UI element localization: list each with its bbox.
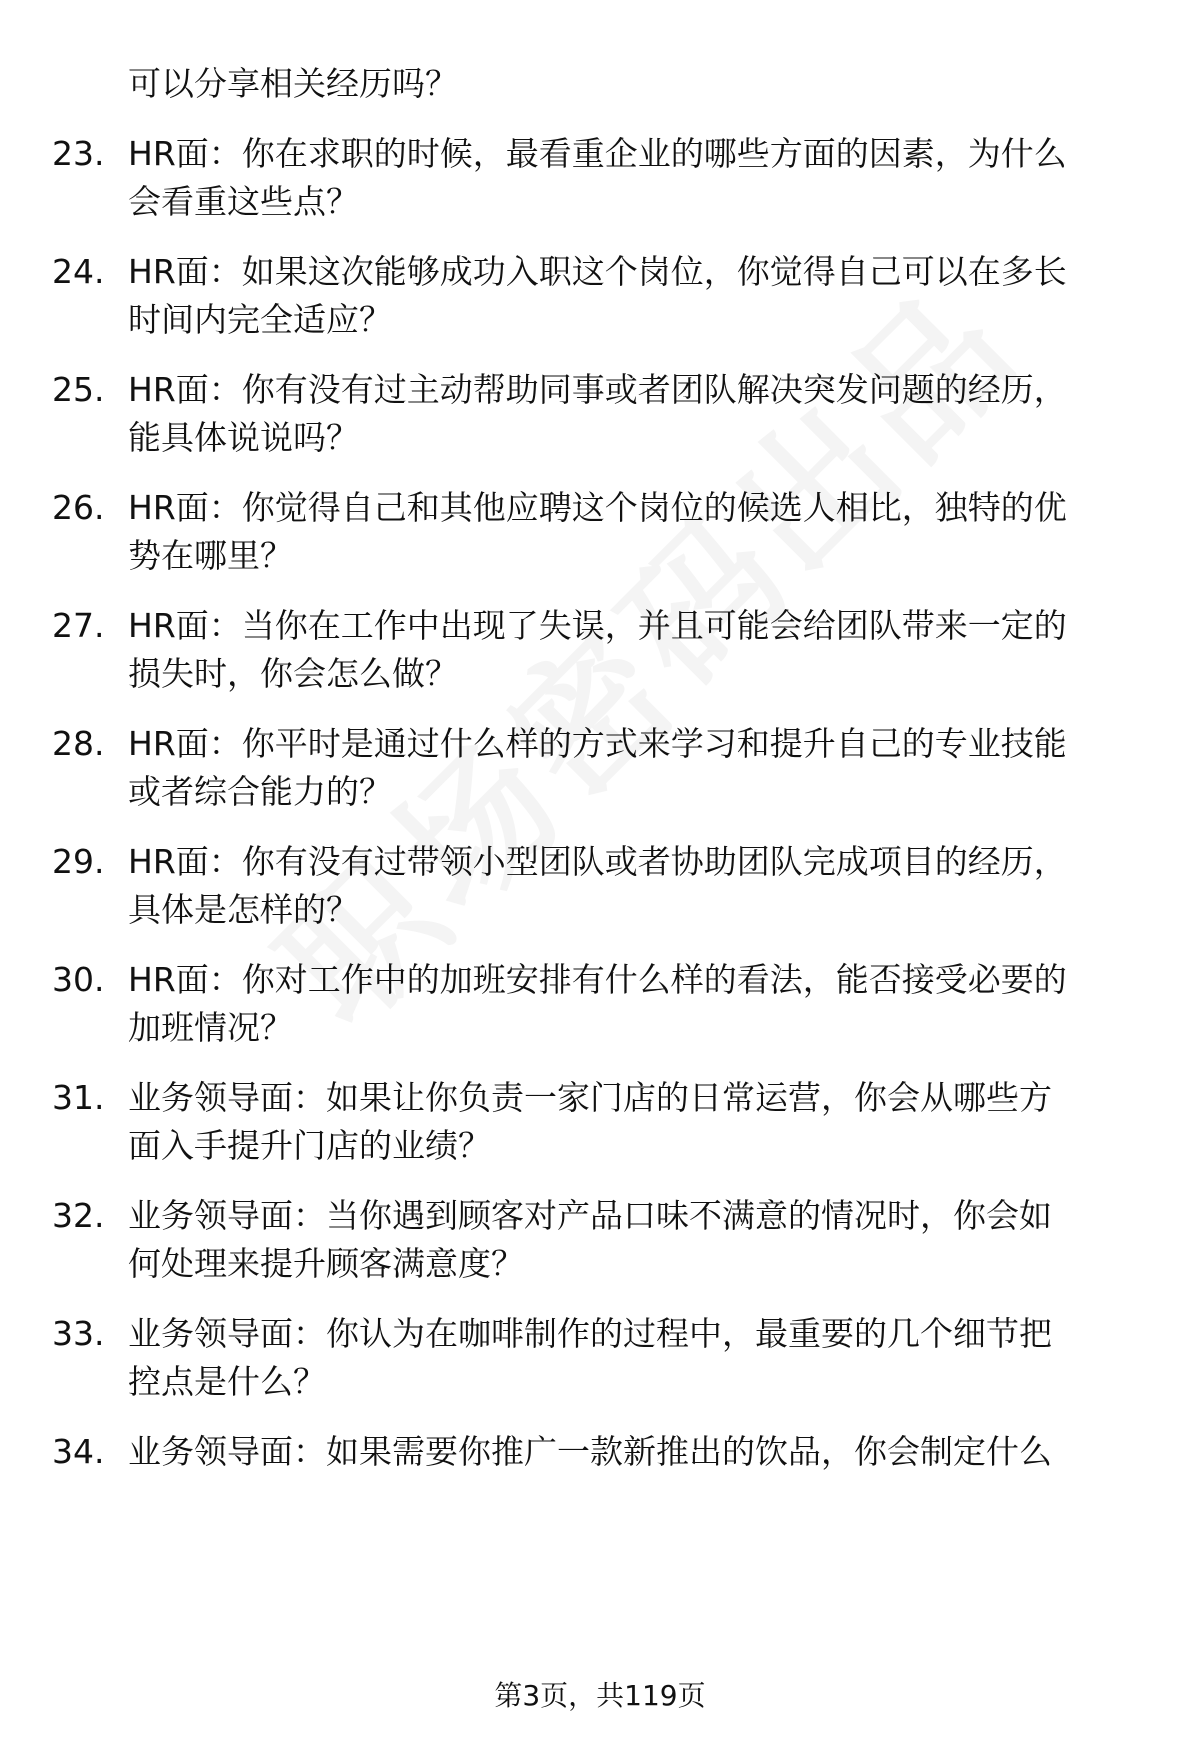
question-text [128, 956, 1160, 1052]
question-text [128, 1310, 1160, 1406]
question-text [128, 1074, 1160, 1170]
question-text-line: 控点是什么？ [128, 1362, 326, 1401]
question-text-line: HR面：如果这次能够成功入职这个岗位，你觉得自己可以在多长 [128, 252, 1067, 291]
question-text [128, 484, 1160, 580]
question-text-line: 业务领导面：如果让你负责一家门店的日常运营，你会从哪些方 [128, 1078, 1052, 1117]
question-text [128, 838, 1160, 934]
question-text-line: 业务领导面：如果需要你推广一款新推出的饮品，你会制定什么 [128, 1432, 1052, 1471]
question-text [128, 602, 1160, 698]
question-text [128, 366, 1160, 462]
question-text [128, 1192, 1160, 1288]
question-number: 31. [52, 1078, 105, 1117]
question-number: 34. [52, 1432, 105, 1471]
question-text-line: 具体是怎样的？ [128, 890, 359, 929]
question-number: 24. [52, 252, 105, 291]
question-text-line: HR面：你平时是通过什么样的方式来学习和提升自己的专业技能 [128, 724, 1067, 763]
question-text-line: 何处理来提升顾客满意度？ [128, 1244, 524, 1283]
question-text-line: HR面：当你在工作中出现了失误，并且可能会给团队带来一定的 [128, 606, 1067, 645]
question-number: 30. [52, 960, 105, 999]
question-number: 28. [52, 724, 105, 763]
question-text-line: HR面：你有没有过主动帮助同事或者团队解决突发问题的经历， [128, 370, 1067, 409]
question-text-line: 会看重这些点？ [128, 182, 359, 221]
question-text [128, 248, 1160, 344]
question-text-line: HR面：你在求职的时候，最看重企业的哪些方面的因素，为什么 [128, 134, 1067, 173]
question-number: 32. [52, 1196, 105, 1235]
question-text-line: 势在哪里？ [128, 536, 293, 575]
question-number: 33. [52, 1314, 105, 1353]
question-number: 23. [52, 134, 105, 173]
question-text [128, 130, 1160, 226]
question-text [128, 720, 1160, 816]
question-text-line: 或者综合能力的？ [128, 772, 392, 811]
question-number: 25. [52, 370, 105, 409]
question-text-line: 业务领导面：你认为在咖啡制作的过程中，最重要的几个细节把 [128, 1314, 1052, 1353]
question-text-line: 能具体说说吗？ [128, 418, 359, 457]
question-text-line: 加班情况？ [128, 1008, 293, 1047]
question-text-line: 面入手提升门店的业绩？ [128, 1126, 491, 1165]
question-text-line: HR面：你对工作中的加班安排有什么样的看法，能否接受必要的 [128, 960, 1067, 999]
question-text [128, 1428, 1160, 1476]
question-text-line: HR面：你有没有过带领小型团队或者协助团队完成项目的经历， [128, 842, 1067, 881]
question-number: 26. [52, 488, 105, 527]
question-text-line: 损失时，你会怎么做？ [128, 654, 458, 693]
page-footer: 第3页，共119页 [494, 1679, 706, 1712]
question-text-line: 业务领导面：当你遇到顾客对产品口味不满意的情况时，你会如 [128, 1196, 1052, 1235]
question-text-line: 时间内完全适应？ [128, 300, 392, 339]
continued-question-text: 可以分享相关经历吗？ [128, 64, 458, 103]
question-text-line: HR面：你觉得自己和其他应聘这个岗位的候选人相比，独特的优 [128, 488, 1067, 527]
question-number: 29. [52, 842, 105, 881]
question-number: 27. [52, 606, 105, 645]
